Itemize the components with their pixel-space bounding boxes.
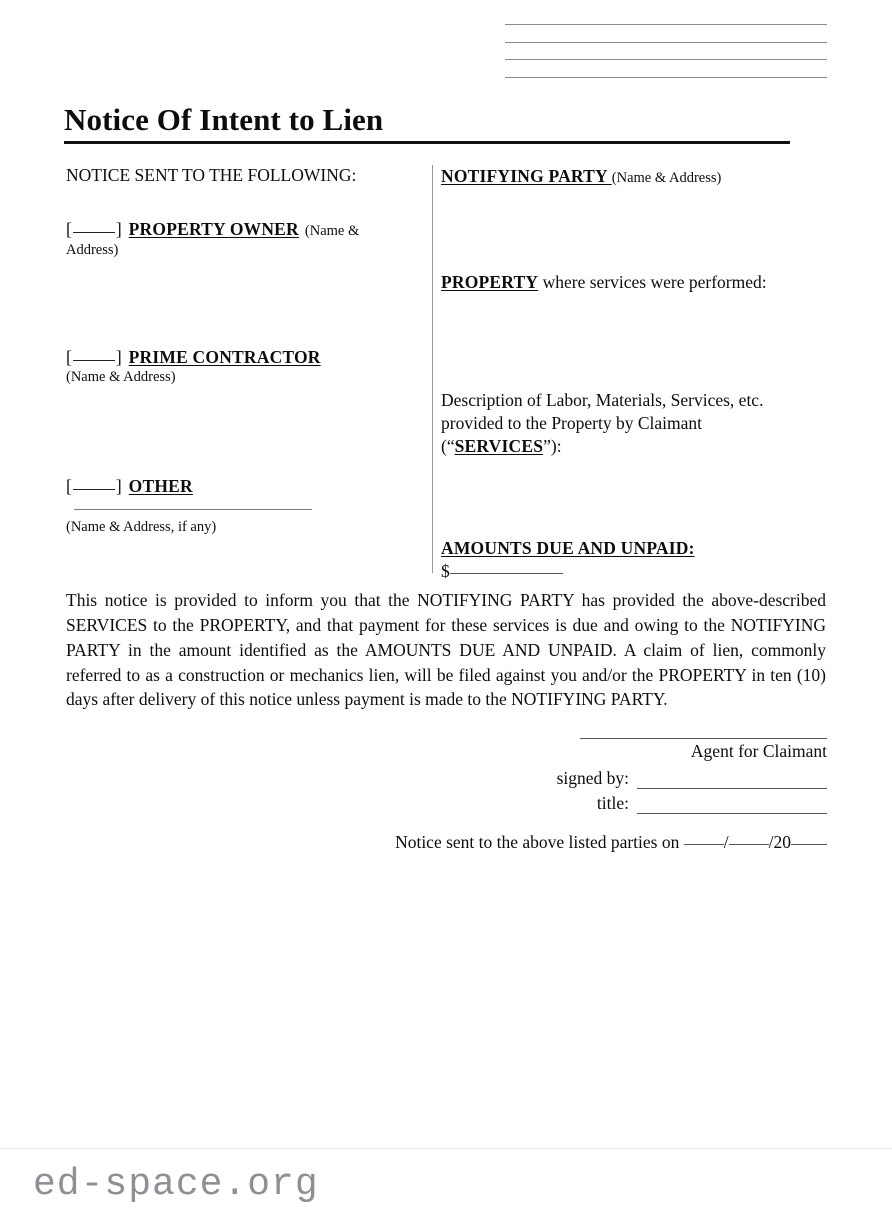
services-description-block bbox=[441, 389, 841, 458]
services-term-prefix: (“ bbox=[441, 435, 455, 456]
signed-by-label: signed by: bbox=[556, 767, 629, 788]
property-heading-rest: where services were performed: bbox=[538, 271, 767, 292]
checkbox-slot[interactable] bbox=[73, 232, 115, 233]
party-label-property-owner: PROPERTY OWNER bbox=[128, 218, 299, 239]
date-year-prefix: /20 bbox=[768, 832, 791, 852]
title-input-line[interactable] bbox=[637, 796, 827, 814]
bracket-open: [ bbox=[66, 346, 72, 367]
services-description-line-1: Description of Labor, Materials, Services, etc. bbox=[441, 389, 764, 410]
party-row-prime-contractor bbox=[66, 347, 416, 387]
party-row-property-owner bbox=[66, 219, 416, 259]
date-sent-label: Notice sent to the above listed parties on bbox=[395, 832, 684, 852]
header-rule-line bbox=[505, 42, 827, 43]
header-ruled-lines bbox=[505, 24, 827, 94]
date-separator-1: / bbox=[723, 832, 729, 852]
notice-body-paragraph: This notice is provided to inform you that the NOTIFYING PARTY has provided the above-described SERVICES to the PROPERTY, and that payment for these services is due and owing to the NOTIFYING PARTY in the amount identified as the AMOUNTS DUE AND UNPAID. A claim of lien, commonly referred to as a construction or mechanics lien, will be filed against you and/or the PROPERTY in ten (10) days after delivery of this notice unless payment is made to the NOTIFYING PARTY. bbox=[66, 590, 826, 710]
services-term-suffix: ”): bbox=[543, 435, 562, 456]
property-owner-checkbox[interactable] bbox=[66, 219, 122, 239]
property-block bbox=[441, 272, 841, 294]
header-rule-line bbox=[505, 59, 827, 60]
date-day-slot[interactable] bbox=[729, 844, 769, 845]
header-rule-line bbox=[505, 24, 827, 25]
bracket-close: ] bbox=[115, 346, 122, 367]
services-term: SERVICES bbox=[454, 435, 544, 456]
date-year-slot[interactable] bbox=[791, 844, 827, 845]
signed-by-field bbox=[470, 768, 827, 789]
claimant-column bbox=[441, 165, 841, 583]
date-month-slot[interactable] bbox=[684, 844, 724, 845]
currency-symbol: $ bbox=[441, 560, 450, 581]
date-sent-line bbox=[380, 832, 827, 853]
checkbox-slot[interactable] bbox=[73, 360, 115, 361]
bracket-close: ] bbox=[115, 218, 122, 239]
recipients-column bbox=[66, 165, 416, 537]
recipients-lead-label: NOTICE SENT TO THE FOLLOWING: bbox=[66, 165, 357, 185]
title-field bbox=[470, 793, 827, 814]
party-hint-other: (Name & Address, if any) bbox=[66, 519, 217, 536]
services-description-line-2: provided to the Property by Claimant bbox=[441, 412, 702, 433]
site-watermark: ed-space.org bbox=[33, 1163, 319, 1206]
bracket-open: [ bbox=[66, 218, 72, 239]
property-heading: PROPERTY bbox=[441, 271, 539, 292]
title-block bbox=[64, 103, 790, 144]
header-rule-line bbox=[505, 77, 827, 78]
party-label-other: OTHER bbox=[128, 475, 193, 496]
title-label: title: bbox=[596, 792, 629, 813]
amount-input-line[interactable] bbox=[450, 573, 563, 574]
signature-caption: Agent for Claimant bbox=[690, 741, 827, 761]
party-label-prime-contractor: PRIME CONTRACTOR bbox=[128, 346, 321, 367]
notifying-party-hint: (Name & Address) bbox=[611, 170, 722, 186]
amount-entry-line bbox=[441, 561, 841, 583]
page-title: Notice Of Intent to Lien bbox=[64, 102, 384, 137]
amounts-due-heading: AMOUNTS DUE AND UNPAID: bbox=[441, 538, 695, 559]
other-checkbox[interactable] bbox=[66, 476, 122, 496]
party-hint-property-owner: (Name & bbox=[304, 222, 360, 239]
party-row-other bbox=[66, 476, 416, 537]
notifying-party-heading: NOTIFYING PARTY bbox=[441, 166, 612, 186]
other-fill-line[interactable] bbox=[74, 509, 312, 510]
footer-bar bbox=[0, 1149, 892, 1226]
party-hint-property-owner-cont: Address) bbox=[66, 241, 119, 258]
party-hint-prime-contractor: (Name & Address) bbox=[66, 369, 176, 386]
notifying-party-block bbox=[441, 166, 841, 188]
checkbox-slot[interactable] bbox=[73, 489, 115, 490]
title-underline-rule bbox=[64, 141, 790, 144]
signature-block bbox=[470, 738, 827, 814]
amounts-due-block bbox=[441, 538, 841, 583]
parties-columns bbox=[0, 165, 892, 580]
bracket-close: ] bbox=[115, 475, 122, 496]
bracket-open: [ bbox=[66, 475, 72, 496]
column-divider bbox=[432, 165, 433, 573]
signed-by-input-line[interactable] bbox=[637, 771, 827, 789]
prime-contractor-checkbox[interactable] bbox=[66, 347, 122, 367]
